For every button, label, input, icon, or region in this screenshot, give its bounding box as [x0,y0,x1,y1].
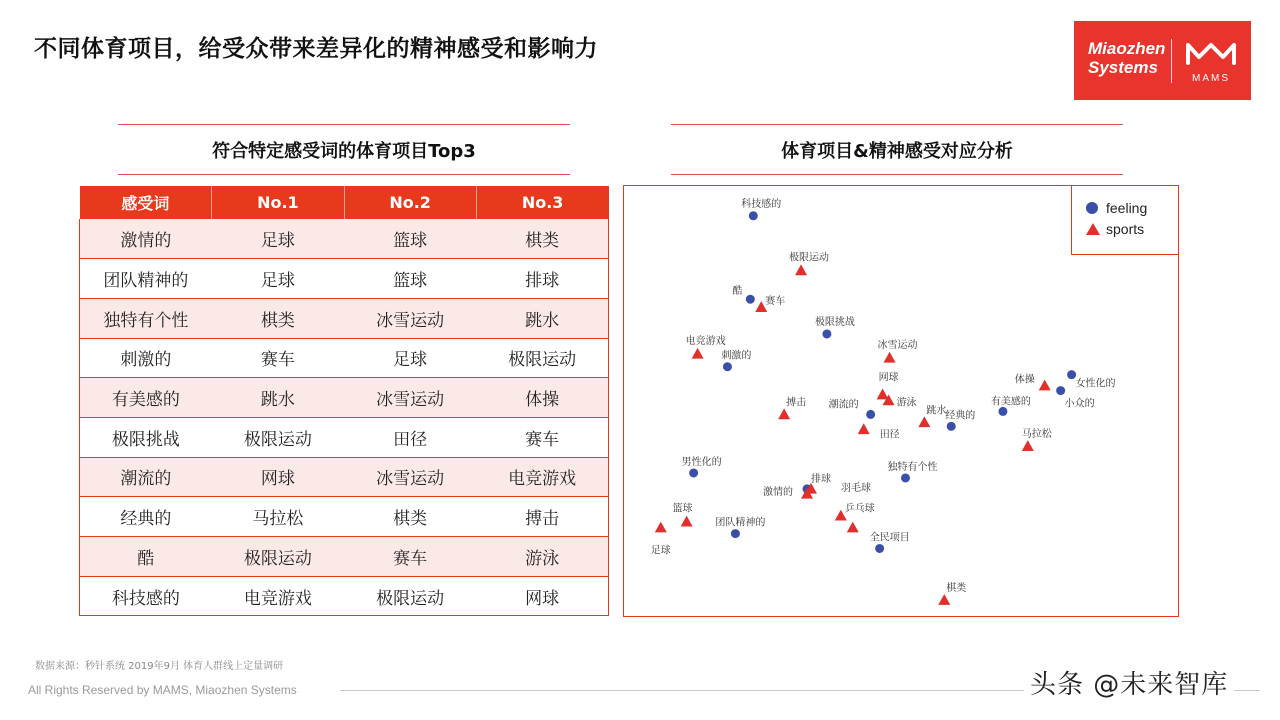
table-cell: 网球 [476,576,608,616]
sports-point [918,416,930,427]
feeling-point [822,329,831,338]
legend-item-feeling [1086,199,1147,217]
point-label: 篮球 [672,503,693,515]
circle-marker-icon [1086,202,1098,214]
point-label: 搏击 [786,397,807,409]
table-cell: 赛车 [476,417,608,457]
point-label: 全民项目 [869,532,910,544]
triangle-marker-icon [1086,223,1100,235]
company-logo [1074,21,1251,100]
table-cell: 电竞游戏 [476,457,608,497]
table-row [80,378,609,418]
watermark-text: 头条 @未来智库 [1024,664,1234,701]
table-cell: 棋类 [476,219,608,259]
table-cell: 团队精神的 [80,259,212,299]
table-cell: 极限运动 [476,338,608,378]
table-cell: 激情的 [80,219,212,259]
table-cell: 跳水 [476,298,608,338]
table-cell: 篮球 [344,219,476,259]
col-header-feeling: 感受词 [80,186,212,219]
table-cell: 有美感的 [80,378,212,418]
table-cell: 跳水 [212,378,344,418]
point-label: 潮流的 [828,399,859,411]
table-row [80,259,609,299]
table-cell: 赛车 [212,338,344,378]
table-cell: 排球 [476,259,608,299]
table-cell: 足球 [212,219,344,259]
table-cell: 科技感的 [80,576,212,616]
table-cell: 体操 [476,378,608,418]
logo-brand-text [1088,39,1165,77]
table-header-row [80,186,609,219]
col-header-no3: No.3 [476,186,608,219]
feeling-point [731,529,740,538]
feeling-point [866,410,875,419]
table-row [80,576,609,616]
table-cell: 棋类 [344,497,476,537]
table-cell: 潮流的 [80,457,212,497]
table-cell: 极限运动 [212,417,344,457]
point-label: 跳水 [926,405,947,417]
feeling-point [901,473,910,482]
sports-point [884,352,896,363]
table-cell: 篮球 [344,259,476,299]
table-cell: 独特有个性 [80,298,212,338]
col-header-no2: No.2 [344,186,476,219]
legend-label-sports: sports [1106,221,1145,237]
point-label: 棋类 [946,583,967,595]
sports-point [1039,380,1051,391]
point-label: 科技感的 [741,198,782,210]
table-row [80,219,609,259]
point-label: 极限运动 [789,252,830,264]
table-cell: 马拉松 [212,497,344,537]
sports-point [655,522,667,533]
table-cell: 经典的 [80,497,212,537]
table-cell: 足球 [344,338,476,378]
point-label: 赛车 [765,296,786,308]
table-row [80,457,609,497]
point-label: 马拉松 [1021,429,1052,441]
point-label: 刺激的 [721,350,752,362]
table-cell: 田径 [344,417,476,457]
sports-point [847,522,859,533]
page-title: 不同体育项目，给受众带来差异化的精神感受和影响力 [34,36,598,62]
table-cell: 刺激的 [80,338,212,378]
table-row [80,497,609,537]
feeling-point [998,407,1007,416]
point-label: 男性化的 [681,456,722,468]
point-label: 极限挑战 [814,316,855,328]
source-note: 数据来源：秒针系统 2019年9月 体育人群线上定量调研 [35,661,284,672]
feeling-point [749,211,758,220]
table-cell: 冰雪运动 [344,457,476,497]
point-label: 游泳 [896,397,917,409]
feeling-point [1056,386,1065,395]
table-heading: 符合特定感受词的体育项目Top3 [118,124,570,175]
sports-point [858,423,870,434]
table-cell: 棋类 [212,298,344,338]
table-cell: 极限运动 [344,576,476,616]
point-label: 团队精神的 [715,517,766,529]
copyright-text: All Rights Reserved by MAMS, Miaozhen Systems [28,683,297,697]
point-label: 足球 [650,545,671,557]
sports-point [778,408,790,419]
sports-point [692,348,704,359]
feeling-point [875,544,884,553]
point-label: 激情的 [763,486,794,498]
table-cell: 足球 [212,259,344,299]
feeling-point [689,468,698,477]
point-label: 经典的 [945,410,976,422]
legend-label-feeling: feeling [1106,200,1148,216]
point-label: 网球 [878,372,899,384]
point-label: 冰雪运动 [877,339,918,351]
point-label: 体操 [1014,374,1035,386]
sports-point [938,594,950,605]
table-cell: 冰雪运动 [344,298,476,338]
logo-brand-line2: Systems [1088,58,1158,77]
table-cell: 搏击 [476,497,608,537]
table-row [80,537,609,577]
col-header-no1: No.1 [212,186,344,219]
point-label: 酷 [732,286,743,298]
table-cell: 电竞游戏 [212,576,344,616]
legend-item-sports [1086,220,1144,238]
feeling-point [723,362,732,371]
table-row [80,338,609,378]
logo-separator [1171,39,1172,83]
logo-brand-line1: Miaozhen [1088,39,1166,58]
point-label: 小众的 [1064,398,1095,410]
point-label: 乒乓球 [844,503,875,515]
scatter-legend [1071,185,1179,255]
table-cell: 游泳 [476,537,608,577]
point-label: 有美感的 [990,396,1031,408]
sports-point [1022,440,1034,451]
table-cell: 极限挑战 [80,417,212,457]
sports-point [795,264,807,275]
point-label: 独特有个性 [887,461,938,473]
table-row [80,298,609,338]
table-cell: 网球 [212,457,344,497]
table-cell: 冰雪运动 [344,378,476,418]
point-label: 羽毛球 [840,482,871,494]
table-row [80,417,609,457]
point-label: 排球 [811,473,832,485]
logo-sub-text: MAMS [1192,73,1230,84]
point-label: 女性化的 [1075,378,1116,390]
scatter-heading: 体育项目&精神感受对应分析 [671,124,1123,175]
top3-table [79,186,609,616]
point-label: 电竞游戏 [685,335,726,347]
table-cell: 酷 [80,537,212,577]
mams-logo-icon [1185,39,1237,67]
feeling-point [947,422,956,431]
table-cell: 赛车 [344,537,476,577]
sports-point [681,516,693,527]
point-label: 田径 [879,429,900,441]
table-cell: 极限运动 [212,537,344,577]
feeling-point [746,295,755,304]
